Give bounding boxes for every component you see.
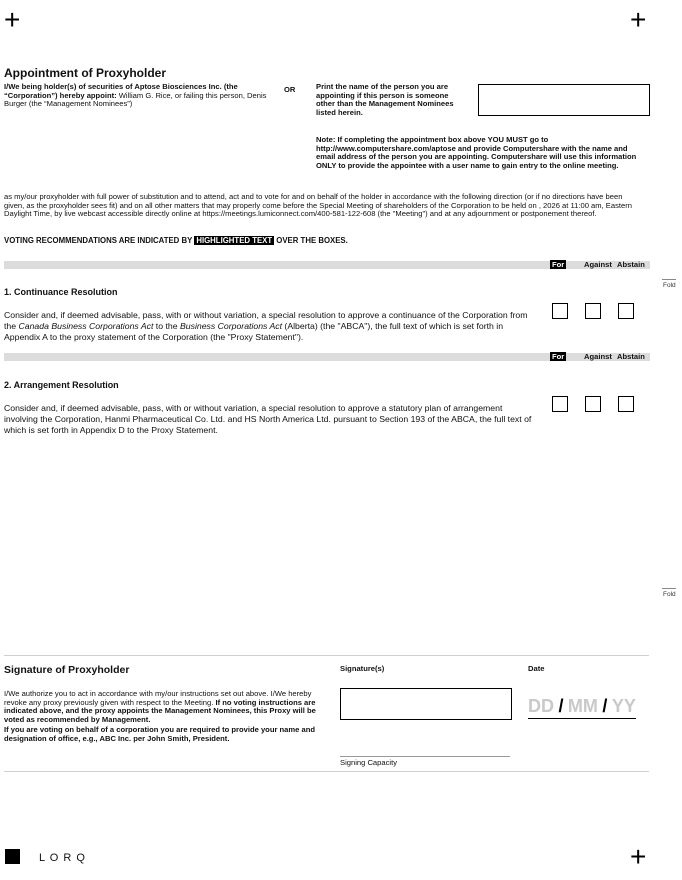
voting-recommendations [4, 237, 348, 246]
resolution-2-for-checkbox[interactable] [552, 396, 568, 412]
resolution-2-against-header: Against [584, 352, 612, 361]
or-label: OR [284, 85, 296, 94]
fold-line-bottom [662, 588, 676, 589]
resolution-2-abstain-checkbox[interactable] [618, 396, 634, 412]
appointment-text [4, 83, 272, 109]
crop-mark-top-left: + [4, 4, 21, 35]
date-yy-placeholder: YY [611, 696, 636, 716]
appointment-text-bold: I/We being holder(s) of securities of Aptose Biosciences Inc. (the “Corporation”) hereby appoint: [4, 82, 238, 100]
appointment-heading: Appointment of Proxyholder [4, 66, 166, 80]
signature-input[interactable] [340, 688, 512, 720]
resolution-1-against-header: Against [584, 260, 612, 269]
appointee-name-input[interactable] [478, 84, 650, 116]
resolution-1-title: 1. Continuance Resolution [4, 287, 118, 297]
appointment-note: Note: If completing the appointment box above YOU MUST go to http://www.computershare.com/aptose and provide Computershare with the name and email address of the person you are appointing. Computershare will use this information ONLY to provide the appointee with a user name to gain entry to the online meeting. [316, 135, 637, 170]
resolution-1-for-header: For [552, 260, 565, 269]
voting-recs-before: VOTING RECOMMENDATIONS ARE INDICATED BY [4, 236, 195, 245]
fold-line-top [662, 279, 676, 280]
date-separator-1: / [558, 696, 564, 716]
resolution-2-for-header: For [552, 352, 565, 361]
resolution-1-abstain-checkbox[interactable] [618, 303, 634, 319]
resolution-2-body: Consider and, if deemed advisable, pass, with or without variation, a special resolution to approve a statutory plan of arrangement involving the Corporation, Hanmi Pharmaceutical Co. Ltd. and HS North America Ltd. pursuant to Section 193 of the ABCA, the full text of which is set forth in Appendix D to the Proxy Statement. [4, 403, 532, 435]
signing-capacity-line[interactable] [340, 756, 510, 757]
print-name-label: Print the name of the person you are appointing if this person is someone other than the Management Nominees listed herein. [316, 82, 454, 117]
fold-label-top: Fold [663, 282, 676, 289]
appointment-text-nominees: William G. Rice, or failing this person, Denis Burger (the “Management Nominees”) [4, 90, 267, 109]
footer-code: L O R Q [39, 852, 86, 864]
resolution-1-body: Consider and, if deemed advisable, pass, with or without variation, a special resolution to approve a continuance of the Corporation from the Canada Business Corporations Act to the Business Corporations Act (Alberta) (the "ABCA"), the full text of which is set forth in Appendix A to the proxy statement of the Corporation (the "Proxy Statement"). [4, 310, 528, 342]
signature-bottom-rule [4, 771, 649, 772]
date-dd-placeholder: DD [528, 696, 554, 716]
fold-label-bottom: Fold [663, 591, 676, 598]
footer-square-marker [5, 849, 20, 864]
resolution-2-title: 2. Arrangement Resolution [4, 380, 119, 390]
resolution-2-against-checkbox[interactable] [585, 396, 601, 412]
signatures-label: Signature(s) [340, 664, 385, 673]
date-input[interactable] [528, 696, 636, 719]
voting-recs-after: OVER THE BOXES. [274, 236, 348, 245]
proxy-authority-text: as my/our proxyholder with full power of substitution and to attend, act and to vote for and on behalf of the holder in accordance with the following direction (or if no directions have been given, as the proxyholder sees fit) and on all other matters that may properly come before the Special Meeting of shareholders of the Corporation to be held on , 2026 at 11:00 am, Eastern Daylight Time, by live webcast accessible directly online at https://meetings.lumiconnect.com/400-581-122-608 (the "Meeting") and at any adjournment or postponement thereof. [4, 192, 632, 219]
date-mm-placeholder: MM [567, 696, 598, 716]
crop-mark-bottom-right: + [630, 841, 647, 872]
resolution-1-for-checkbox[interactable] [552, 303, 568, 319]
date-label: Date [528, 664, 545, 673]
signature-corporation-note: If you are voting on behalf of a corporation you are required to provide your name and designation of office, e.g., ABC Inc. per John Smith, President. [4, 725, 315, 743]
signature-authorize-bold: If no voting instructions are indicated above, and the proxy appoints the Management Nominees, this Proxy will be voted as recommended by Management. [4, 697, 316, 724]
signature-heading: Signature of Proxyholder [4, 664, 130, 676]
signature-authorization-text [4, 690, 320, 724]
signature-top-rule [4, 655, 649, 656]
voting-recs-highlight: HIGHLIGHTED TEXT [196, 236, 273, 245]
signature-authorize-normal: I/We authorize you to act in accordance with my/our instructions set out above. I/We hereby revoke any proxy previously given with respect to the Meeting. [4, 689, 312, 707]
date-separator-2: / [602, 696, 608, 716]
resolution-1-abstain-header: Abstain [617, 260, 645, 269]
resolution-1-against-checkbox[interactable] [585, 303, 601, 319]
signing-capacity-label: Signing Capacity [340, 758, 397, 767]
resolution-2-abstain-header: Abstain [617, 352, 645, 361]
crop-mark-top-right: + [630, 4, 647, 35]
